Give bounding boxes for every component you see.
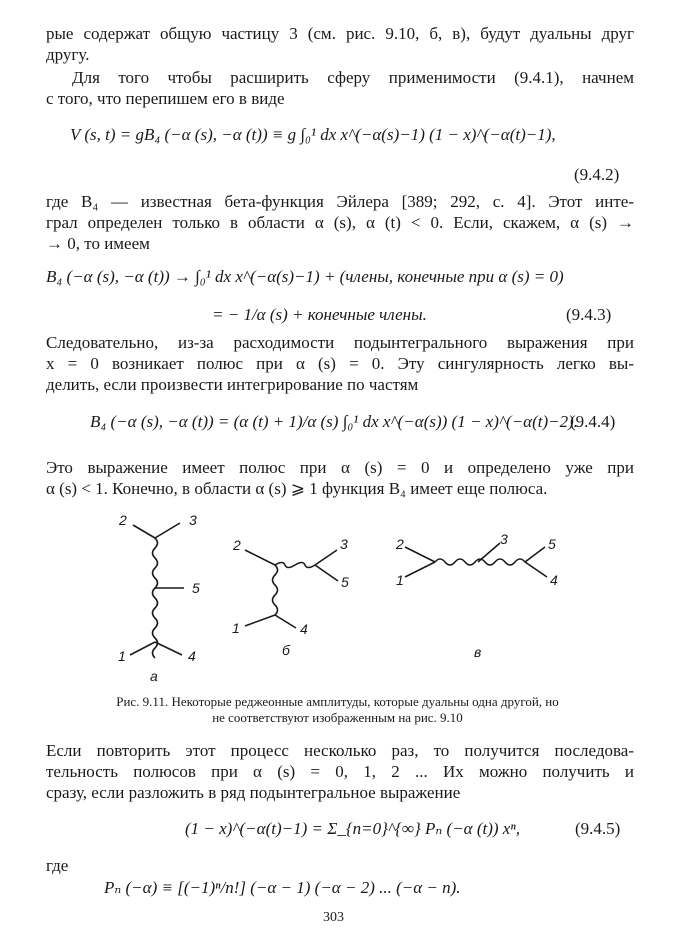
diagram-b-label-3: 3 — [340, 536, 348, 552]
diagram-c — [405, 543, 547, 577]
equation-9-4-2: V (s, t) = gB₄ (−α (s), −α (t)) ≡ g ∫₀¹ dx x^(−α(s)−1) (1 − x)^(−α(t)−1), — [70, 125, 556, 144]
diagram-c-caption: в — [474, 644, 482, 660]
equation-9-4-4: B₄ (−α (s), −α (t)) = (α (t) + 1)/α (s) ∫₀¹ dx x^(−α(s)) (1 − x)^(−α(t)−2). — [90, 412, 579, 431]
text-line: грал определен только в области α (s), α (t) < 0. Если, скажем, α (s) → — [46, 213, 634, 232]
text-line: делить, если произвести интегрирование по частям — [46, 375, 419, 394]
diagram-b-label-5: 5 — [341, 574, 349, 590]
diagram-a-caption: а — [150, 668, 158, 684]
equation-9-4-5: (1 − x)^(−α(t)−1) = Σ_{n=0}^{∞} Pₙ (−α (t)) xⁿ, — [185, 819, 520, 838]
feynman-diagrams-figure — [0, 505, 675, 690]
diagram-a-label-4: 4 — [188, 648, 196, 664]
diagram-a-label-5: 5 — [192, 580, 200, 596]
diagram-b-caption: б — [282, 642, 290, 658]
diagram-b-label-2: 2 — [233, 537, 241, 553]
text-line: Это выражение имеет полюс при α (s) = 0 и определено уже при — [46, 458, 634, 477]
text-line: x = 0 возникает полюс при α (s) = 0. Эту сингулярность легко вы- — [46, 354, 634, 373]
equation-number: (9.4.4) — [570, 412, 616, 431]
equation-number: (9.4.2) — [574, 165, 620, 184]
diagram-b — [245, 550, 338, 628]
diagram-c-label-5: 5 — [548, 536, 556, 552]
text-line: Если повторить этот процесс несколько раз, то получится последова- — [46, 741, 634, 760]
equation-number: (9.4.5) — [575, 819, 621, 838]
diagram-b-label-4: 4 — [300, 621, 308, 637]
diagram-a-label-2: 2 — [119, 512, 127, 528]
diagram-c-label-4: 4 — [550, 572, 558, 588]
equation-9-4-3-line1: B₄ (−α (s), −α (t)) → ∫₀¹ dx x^(−α(s)−1) + (члены, конечные при α (s) = 0) — [46, 267, 564, 286]
text-line: сразу, если разложить в ряд подынтегральное выражение — [46, 783, 461, 802]
figure-caption: Рис. 9.11. Некоторые реджеонные амплитуды, которые дуальны одна другой, но — [116, 694, 559, 709]
diagram-c-label-1: 1 — [396, 572, 404, 588]
equation-number: (9.4.3) — [566, 305, 612, 324]
diagram-b-label-1: 1 — [232, 620, 240, 636]
diagram-a-label-3: 3 — [189, 512, 197, 528]
text-line: другу. — [46, 45, 90, 64]
text-line: α (s) < 1. Конечно, в области α (s) ⩾ 1 функция B₄ имеет еще полюса. — [46, 479, 548, 498]
diagram-a-label-1: 1 — [118, 648, 126, 664]
figure-caption: не соответствуют изображенным на рис. 9.10 — [212, 710, 463, 725]
text-line: → 0, то имеем — [46, 234, 150, 253]
equation-pn: Pₙ (−α) ≡ [(−1)ⁿ/n!] (−α − 1) (−α − 2) ... (−α − n). — [104, 878, 461, 897]
text-line: Следовательно, из-за расходимости подынтегрального выражения при — [46, 333, 634, 352]
diagram-c-label-3: 3 — [500, 531, 508, 547]
text-line: где B₄ — известная бета-функция Эйлера [389; 292, с. 4]. Этот инте- — [46, 192, 634, 211]
diagram-a — [130, 523, 184, 658]
page-number: 303 — [323, 910, 344, 925]
diagram-c-label-2: 2 — [396, 536, 404, 552]
text-line: Для того чтобы расширить сферу применимости (9.4.1), начнем — [72, 68, 634, 87]
text-line: где — [46, 856, 69, 875]
text-line: тельность полюсов при α (s) = 0, 1, 2 ... Их можно получить и — [46, 762, 634, 781]
text-line: рые содержат общую частицу 3 (см. рис. 9.10, б, в), будут дуальны друг — [46, 24, 634, 43]
text-line: с того, что перепишем его в виде — [46, 89, 285, 108]
equation-9-4-3-line2: = − 1/α (s) + конечные члены. — [212, 305, 427, 324]
